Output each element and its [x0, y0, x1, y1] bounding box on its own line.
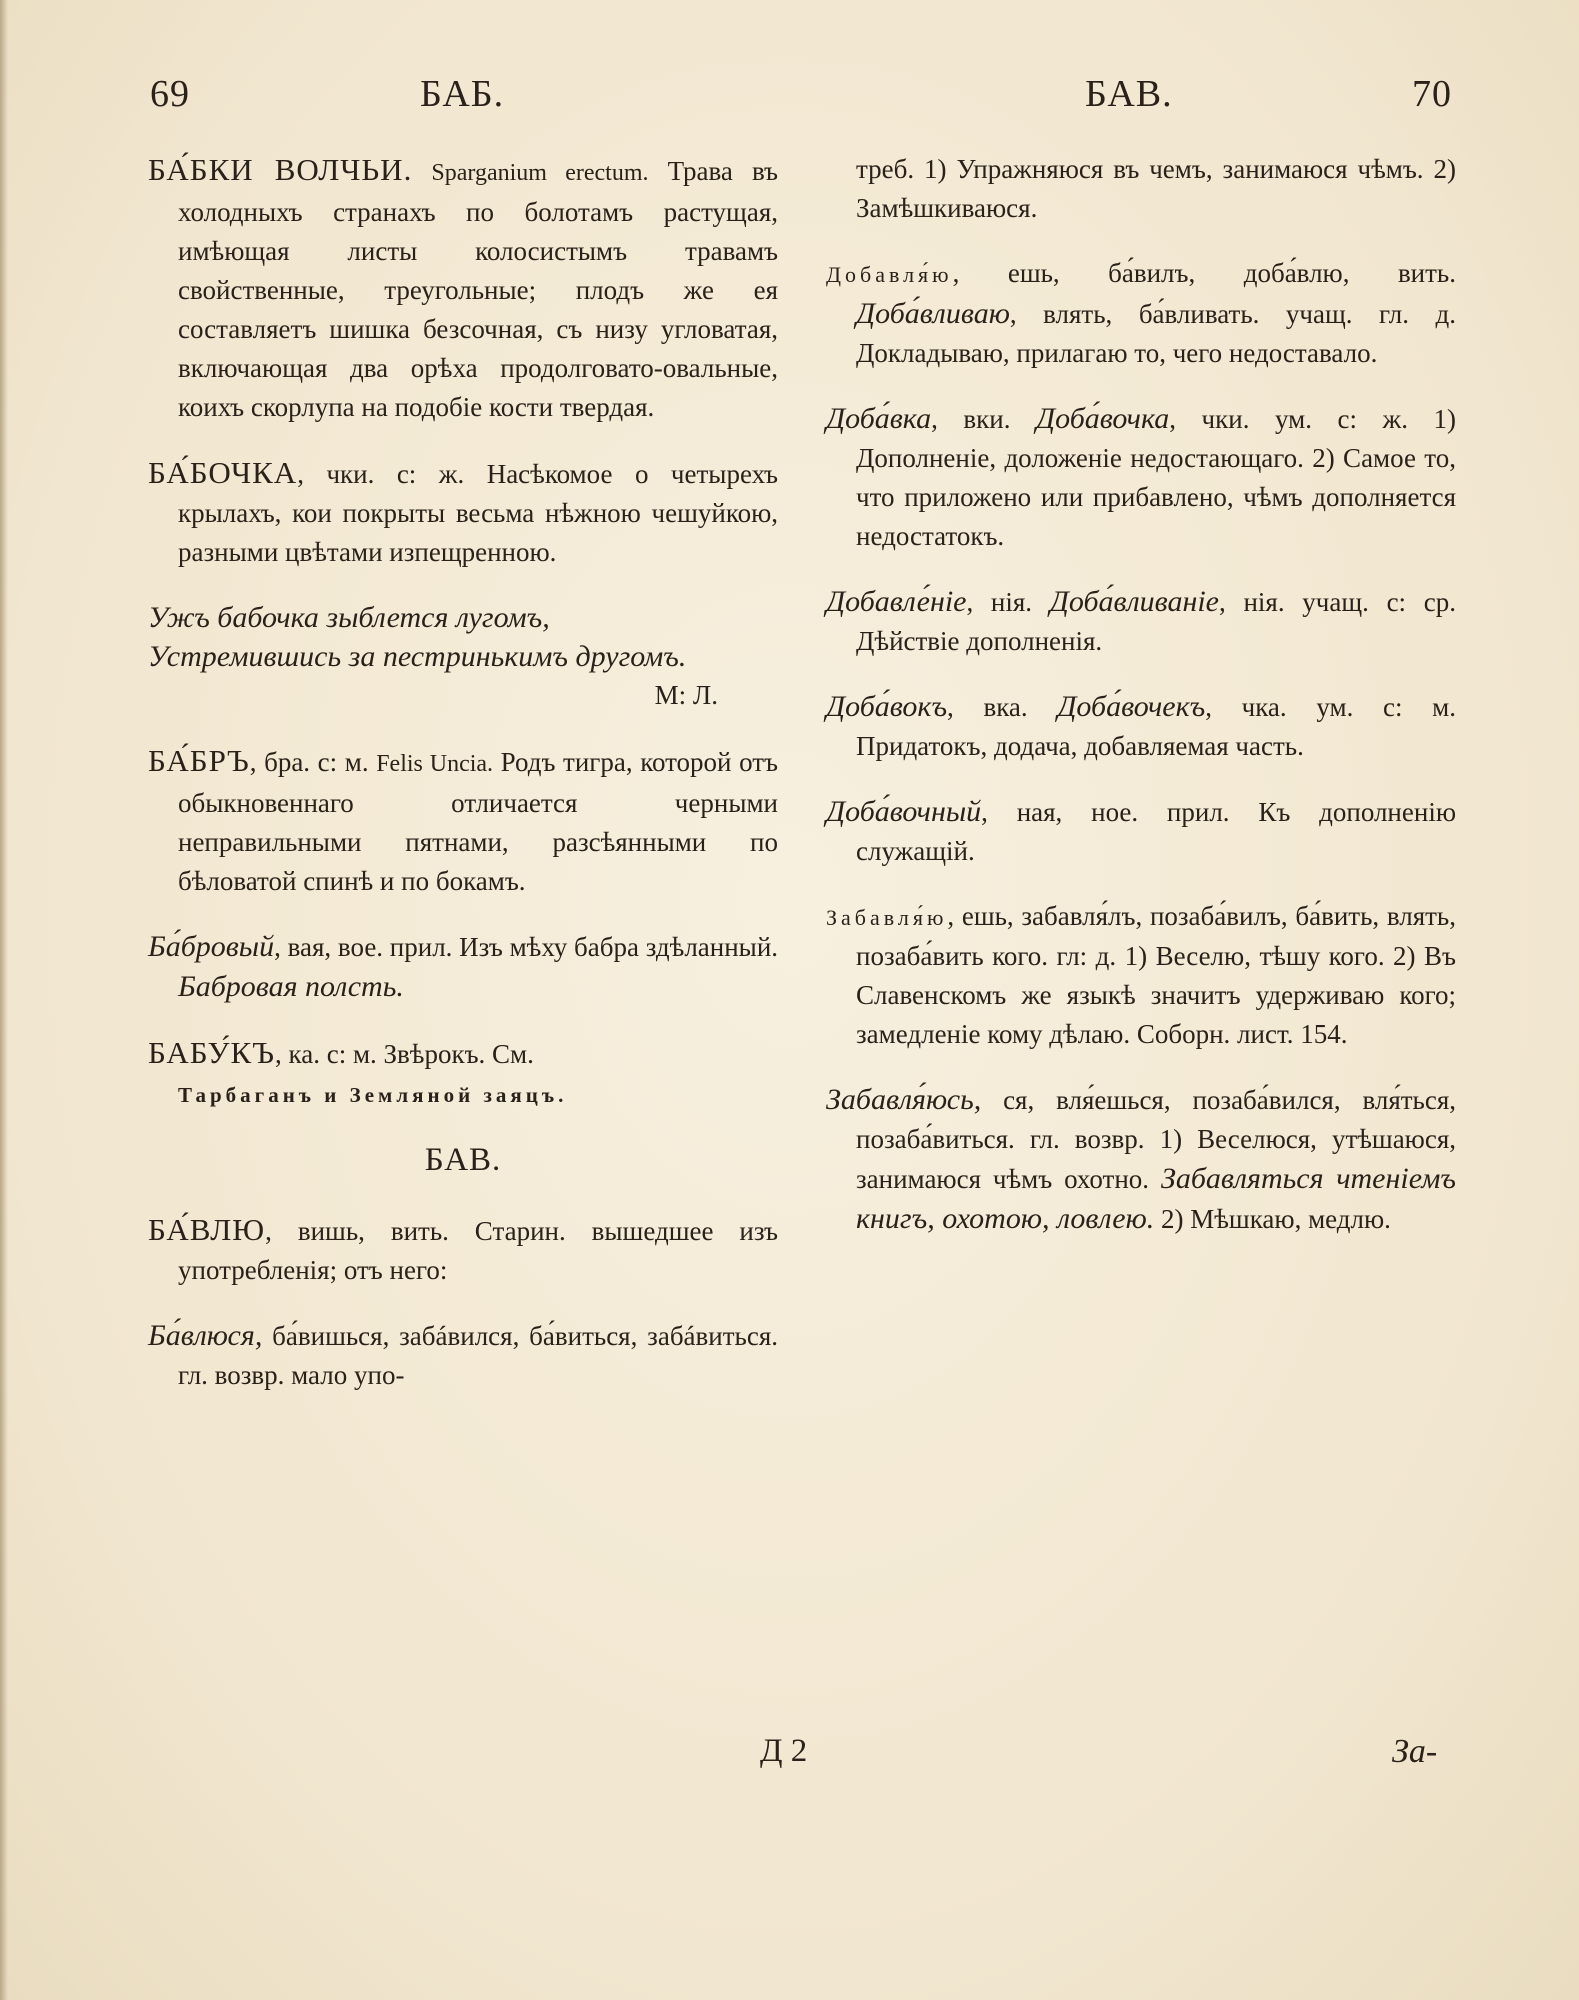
- entry-zabavlyayu: [826, 897, 1456, 1054]
- signature-mark: Д 2: [760, 1733, 808, 1769]
- derived-word-2: Доба́вливаніе: [1049, 585, 1219, 618]
- example: Забавляться чтеніемъ книгъ, охотою, ловлею.: [856, 1162, 1456, 1235]
- entry-dobavlenie: [826, 582, 1456, 661]
- page-number-left: 69: [150, 73, 190, 115]
- definition: ся, вля́ешься, позаба́вился, вля́ться, позаба́виться. гл. возвр. 1) Веселюся, утѣшаюся, занимаюся чѣмъ охотно.: [856, 1085, 1456, 1194]
- section-heading: БАВ.: [424, 1142, 502, 1178]
- entry-bavlyusya: [148, 1316, 778, 1395]
- entry-dobavochnyi: [826, 792, 1456, 871]
- headword: БА́БРЪ: [148, 743, 250, 778]
- derived-word: Ба́влюся,: [148, 1319, 263, 1352]
- grammar: , бра. с: м.: [249, 747, 369, 777]
- running-head-right: БАВ.: [1085, 73, 1173, 115]
- derived-word: Доба́вочный: [826, 795, 982, 828]
- definition: , влять, ба́вливать. учащ. гл. д. Докладываю, прилагаю то, чего недоставало.: [856, 299, 1456, 368]
- verse-line-2: Устремившись за пестринькимъ другомъ.: [148, 640, 687, 673]
- definition: , чки. ум. с: ж. 1) Дополненіе, доложеніе недостающаго. 2) Самое то, что приложено или прибавлено, чѣмъ дополняется недостатокъ.: [856, 404, 1456, 551]
- derived-word-2: Доба́вочекъ: [1057, 690, 1206, 723]
- definition: , вишь, вить. Старин. вышедшее изъ употребленія; отъ него:: [178, 1216, 778, 1285]
- derived-word: Добавле́ніе: [826, 585, 967, 618]
- example: Бабровая полсть.: [178, 970, 404, 1003]
- headword: БА́БОЧКА: [148, 455, 298, 490]
- definition: Родъ тигра, которой отъ обыкновеннаго отличается черными неправильными пятнами, разсѣянными по бѣловатой спинѣ и по бокамъ.: [178, 747, 778, 896]
- left-column: [148, 150, 778, 1421]
- page-number-right: 70: [1412, 73, 1452, 115]
- headword: БАБУ́КЪ: [148, 1035, 276, 1070]
- grammar: , вка.: [947, 692, 1028, 722]
- verse-line-1: Ужъ бабочка зыблется лугомъ,: [148, 601, 550, 634]
- headword: БА́ВЛЮ: [148, 1212, 266, 1247]
- latin-name: Sparganium erectum.: [431, 160, 649, 186]
- cross-reference: Тарбаганъ и Земляной заяцъ.: [178, 1083, 568, 1107]
- latin-name: Felis Uncia.: [376, 751, 494, 777]
- definition: , ная, ное. прил. Къ дополненію служащій.: [856, 797, 1456, 866]
- derived-word: Забавля́юсь,: [826, 1083, 982, 1116]
- running-head-left: БАБ.: [420, 73, 505, 115]
- entry-bavlyu: [148, 1210, 778, 1290]
- derived-word: Доба́вка: [826, 402, 932, 435]
- definition: , чки. с: ж. Насѣкомое о четырехъ крылахъ, кои покрыты весьма нѣжною чешуйкою, разными цвѣтами изпещренною.: [178, 459, 778, 567]
- entry-dobavka: [826, 399, 1456, 556]
- derived-word: Доба́вливаю: [856, 297, 1010, 330]
- derived-word: Доба́вокъ: [826, 690, 948, 723]
- derived-word-2: Доба́вочка: [1036, 402, 1170, 435]
- right-column: [826, 150, 1456, 1265]
- definition: , чка. ум. с: м. Придатокъ, додача, добавляемая часть.: [856, 692, 1456, 761]
- grammar: , ешь, ба́вилъ, доба́влю, вить.: [952, 258, 1456, 288]
- headword: Забавля́ю: [826, 905, 948, 930]
- entry-dobavok: [826, 687, 1456, 766]
- grammar: , вки.: [931, 404, 1011, 434]
- entry-babochka: [148, 453, 778, 572]
- derived-word: Ба́бровый: [148, 930, 275, 963]
- definition: ба́вишься, забáвился, ба́виться, забáвиться. гл. возвр. мало упо-: [178, 1321, 778, 1390]
- definition: , ешь, забавля́лъ, позаба́вилъ, ба́вить, влять, позаба́вить кого. гл: д. 1) Веселю, тѣшу кого. 2) Въ Славенскомъ же языкѣ значитъ удерживаю кого; замедленіе кому дѣлаю. Соборн. лист. 154.: [856, 901, 1456, 1049]
- verse-attribution: М: Л.: [654, 680, 718, 710]
- entry-continuation: [826, 150, 1456, 228]
- headword: Добавля́ю: [826, 262, 953, 287]
- entry-zabavlyayus: [826, 1080, 1456, 1239]
- definition-end: 2) Мѣшкаю, медлю.: [1154, 1204, 1391, 1234]
- definition: треб. 1) Упражняюся въ чемъ, занимаюся чѣмъ. 2) Замѣшкиваюся.: [856, 154, 1456, 223]
- definition: Трава въ холодныхъ странахъ по болотамъ растущая, имѣющая листы колосистымъ травамъ свойственные, треугольные; плодъ же ея составляетъ шишка безсочная, съ низу угловатая, включающая два орѣха продолговато-овальные, коихъ скорлупа на подобіе кости твердая.: [178, 156, 779, 422]
- definition: , ка. с: м. Звѣрокъ. См.: [275, 1039, 534, 1069]
- entry-babr: [148, 741, 778, 901]
- headword: БА́БКИ ВОЛЧЬИ.: [148, 152, 413, 187]
- definition: , вая, вое. прил. Изъ мѣху бабра здѣланный.: [274, 932, 779, 962]
- catchword: За-: [1392, 1733, 1438, 1770]
- entry-babki-volchi: [148, 150, 778, 427]
- grammar: , нія.: [966, 587, 1033, 617]
- entry-babuk: [148, 1033, 778, 1115]
- entry-babrovyi: [148, 927, 778, 1007]
- entry-dobavlyayu: [826, 254, 1456, 373]
- page-edge: [0, 0, 8, 2000]
- definition: , нія. учащ. с: ср. Дѣйствіе дополненія.: [856, 587, 1456, 656]
